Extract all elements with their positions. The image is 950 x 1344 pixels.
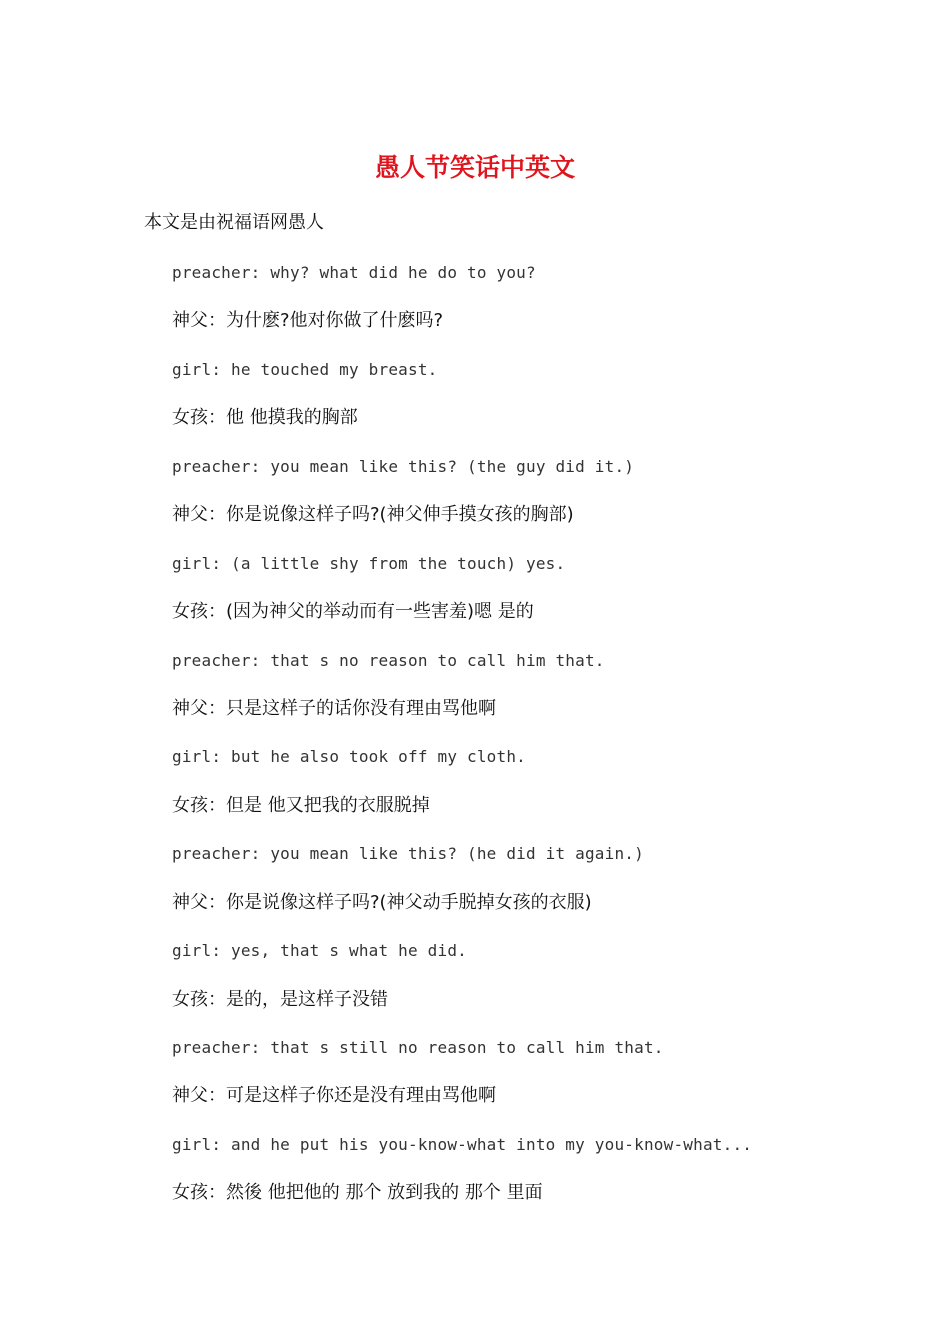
dialogue-line-english: girl: and he put his you-know-what into my you-know-what... [172, 1134, 753, 1154]
dialogue-line-english: preacher: that s still no reason to call him that. [172, 1038, 664, 1057]
dialogue-line-chinese: 神父：可是这样子你还是没有理由骂他啊 [172, 1085, 496, 1107]
dialogue-list [172, 257, 912, 1226]
dialogue-line-chinese: 神父：为什麽?他对你做了什麽吗? [172, 310, 444, 332]
dialogue-line-english: preacher: you mean like this? (he did it again.) [172, 844, 644, 864]
dialogue-line-chinese: 女孩：但是 他又把我的衣服脱掉 [172, 794, 430, 816]
dialogue-line-chinese: 女孩：他 他摸我的胸部 [172, 407, 358, 429]
dialogue-line-english: preacher: you mean like this? (the guy did it.) [172, 456, 635, 476]
dialogue-line-english: girl: yes, that s what he did. [172, 941, 467, 961]
intro-text: 本文是由祝福语网愚人 [144, 212, 324, 233]
dialogue-line-chinese: 女孩：是的，是这样子没错 [172, 988, 388, 1010]
dialogue-line-english: girl: he touched my breast. [172, 359, 438, 379]
dialogue-line-chinese: 女孩：(因为神父的举动而有一些害羞)嗯 是的 [172, 601, 534, 623]
page-title: 愚人节笑话中英文 [374, 153, 575, 182]
dialogue-line-english: preacher: why? what did he do to you? [172, 263, 536, 282]
dialogue-line-chinese: 神父：只是这样子的话你没有理由骂他啊 [172, 697, 496, 719]
dialogue-line-chinese: 神父：你是说像这样子吗?(神父动手脱掉女孩的衣服) [172, 891, 592, 913]
dialogue-line-english: preacher: that s no reason to call him that. [172, 650, 605, 670]
dialogue-line-chinese: 神父：你是说像这样子吗?(神父伸手摸女孩的胸部) [172, 504, 574, 526]
dialogue-line-english: girl: but he also took off my cloth. [172, 747, 526, 767]
dialogue-line-english: girl: (a little shy from the touch) yes. [172, 553, 566, 573]
dialogue-line-chinese: 女孩：然後 他把他的 那个 放到我的 那个 里面 [172, 1182, 543, 1204]
